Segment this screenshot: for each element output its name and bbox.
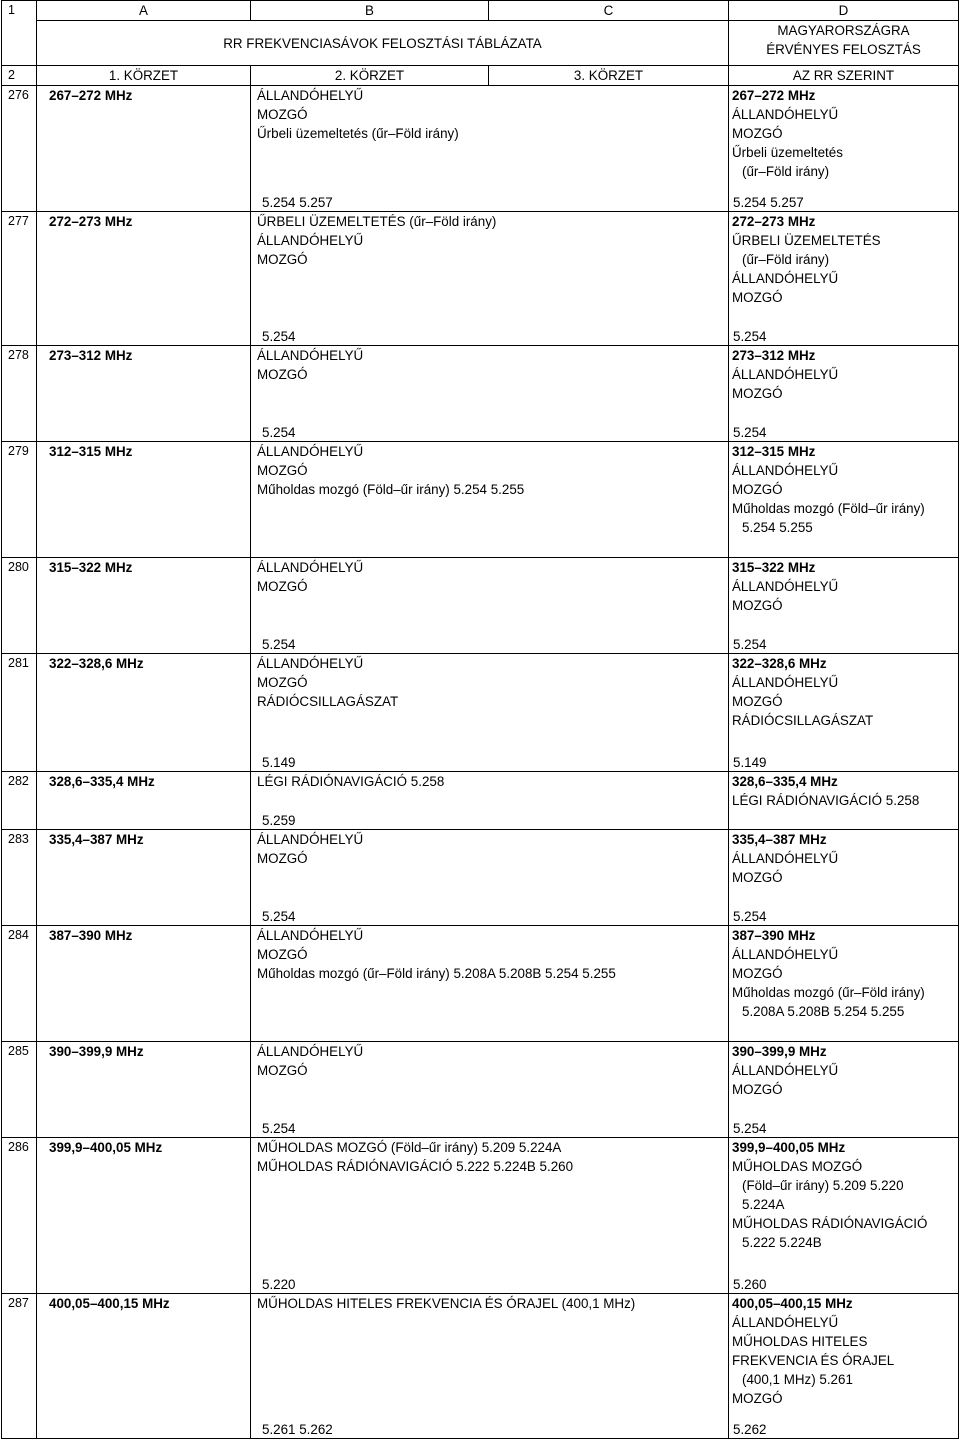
national-line: ÁLLANDÓHELYŰ: [732, 107, 839, 122]
region-services: [251, 442, 729, 558]
national-services: [729, 926, 959, 1042]
col-letter-b: B: [251, 1, 489, 21]
footnote-b: 5.220: [262, 1276, 296, 1292]
service-line: MŰHOLDAS RÁDIÓNAVIGÁCIÓ 5.222 5.224B 5.260: [257, 1159, 574, 1174]
service-line: RÁDIÓCSILLAGÁSZAT: [257, 694, 399, 709]
national-services: [729, 212, 959, 346]
national-band: 335,4–387 MHz: [732, 832, 827, 847]
col-letter-c: C: [489, 1, 729, 21]
service-line: LÉGI RÁDIÓNAVIGÁCIÓ 5.258: [257, 774, 445, 789]
national-line: ÁLLANDÓHELYŰ: [732, 1063, 839, 1078]
region-services: [251, 654, 729, 772]
footnote-d: 5.254: [733, 636, 767, 652]
service-line: MOZGÓ: [257, 675, 308, 690]
service-line: MOZGÓ: [257, 252, 308, 267]
allocation-row: [2, 558, 959, 654]
allocation-row: [2, 346, 959, 442]
row-number: 280: [2, 558, 37, 654]
service-line: ÁLLANDÓHELYŰ: [257, 444, 364, 459]
national-line: MOZGÓ: [732, 694, 783, 709]
footnote-b: 5.254 5.257: [262, 194, 333, 210]
national-band: 400,05–400,15 MHz: [732, 1296, 853, 1311]
row-number: 285: [2, 1042, 37, 1138]
service-line: MOZGÓ: [257, 579, 308, 594]
national-band: 267–272 MHz: [732, 88, 816, 103]
zone-header-row: [2, 66, 959, 86]
allocation-row: [2, 1138, 959, 1294]
column-letter-row: [2, 1, 959, 21]
national-services: [729, 86, 959, 212]
national-line: MOZGÓ: [732, 290, 783, 305]
national-line: ÁLLANDÓHELYŰ: [732, 851, 839, 866]
national-band: 322–328,6 MHz: [732, 656, 827, 671]
zone-1-header: 1. KÖRZET: [37, 66, 251, 86]
service-line: MŰHOLDAS HITELES FREKVENCIA ÉS ÓRAJEL (400,1 MHz): [257, 1296, 636, 1311]
service-line: ÁLLANDÓHELYŰ: [257, 832, 364, 847]
region-services: [251, 926, 729, 1042]
allocation-row: [2, 830, 959, 926]
national-services: [729, 442, 959, 558]
national-line: Űrbeli üzemeltetés: [732, 145, 843, 160]
national-line: MŰHOLDAS MOZGÓ: [732, 1159, 863, 1174]
national-line: ÁLLANDÓHELYŰ: [732, 1315, 839, 1330]
row-number: 287: [2, 1294, 37, 1439]
row-number: 279: [2, 442, 37, 558]
frequency-band: 267–272 MHz: [37, 86, 251, 212]
frequency-band: 399,9–400,05 MHz: [37, 1138, 251, 1294]
service-line: MŰHOLDAS MOZGÓ (Föld–űr irány) 5.209 5.224A: [257, 1140, 562, 1155]
national-band: 273–312 MHz: [732, 348, 816, 363]
col-letter-d: D: [729, 1, 959, 21]
service-line: MOZGÓ: [257, 463, 308, 478]
service-line: MOZGÓ: [257, 107, 308, 122]
row-number: 277: [2, 212, 37, 346]
frequency-band: 328,6–335,4 MHz: [37, 772, 251, 830]
frequency-band: 400,05–400,15 MHz: [37, 1294, 251, 1439]
row-number: 278: [2, 346, 37, 442]
national-line: MOZGÓ: [732, 386, 783, 401]
national-line: ÁLLANDÓHELYŰ: [732, 367, 839, 382]
national-line: MOZGÓ: [732, 966, 783, 981]
row-number-2: 2: [2, 66, 37, 86]
footnote-d: 5.260: [733, 1276, 767, 1292]
national-band: 390–399,9 MHz: [732, 1044, 827, 1059]
frequency-allocation-table: [1, 0, 959, 1439]
footnote-b: 5.149: [262, 754, 296, 770]
national-line: ÁLLANDÓHELYŰ: [732, 579, 839, 594]
footnote-d: 5.149: [733, 754, 767, 770]
national-line: 5.224A: [742, 1197, 785, 1212]
service-line: ÁLLANDÓHELYŰ: [257, 928, 364, 943]
region-services: [251, 772, 729, 830]
service-line: MOZGÓ: [257, 851, 308, 866]
national-line: Műholdas mozgó (Föld–űr irány): [732, 501, 925, 516]
service-line: ÁLLANDÓHELYŰ: [257, 1044, 364, 1059]
national-band: 399,9–400,05 MHz: [732, 1140, 846, 1155]
footnote-d: 5.254: [733, 424, 767, 440]
national-line: ŰRBELI ÜZEMELTETÉS: [732, 233, 881, 248]
footnote-d: 5.254: [733, 1120, 767, 1136]
frequency-band: 312–315 MHz: [37, 442, 251, 558]
allocation-row: [2, 86, 959, 212]
national-line: MOZGÓ: [732, 1391, 783, 1406]
frequency-band: 335,4–387 MHz: [37, 830, 251, 926]
national-line: (űr–Föld irány): [742, 164, 830, 179]
national-line: FREKVENCIA ÉS ÓRAJEL: [732, 1353, 895, 1368]
col-letter-a: A: [37, 1, 251, 21]
national-band: 387–390 MHz: [732, 928, 816, 943]
service-line: ÁLLANDÓHELYŰ: [257, 656, 364, 671]
frequency-band: 390–399,9 MHz: [37, 1042, 251, 1138]
service-line: ÁLLANDÓHELYŰ: [257, 88, 364, 103]
row-number: 281: [2, 654, 37, 772]
service-line: ÁLLANDÓHELYŰ: [257, 233, 364, 248]
allocation-row: [2, 772, 959, 830]
row-number: 286: [2, 1138, 37, 1294]
allocation-row: [2, 1294, 959, 1439]
frequency-band: 315–322 MHz: [37, 558, 251, 654]
national-line: MOZGÓ: [732, 126, 783, 141]
service-line: MOZGÓ: [257, 947, 308, 962]
row-number: 282: [2, 772, 37, 830]
national-line: 5.254 5.255: [742, 520, 813, 535]
national-title-line1: MAGYARORSZÁGRA: [777, 23, 910, 38]
zone-d-header: AZ RR SZERINT: [729, 66, 959, 86]
frequency-band: 387–390 MHz: [37, 926, 251, 1042]
footnote-b: 5.254: [262, 1120, 296, 1136]
footnote-d: 5.262: [733, 1421, 767, 1437]
national-services: [729, 1042, 959, 1138]
national-services: [729, 830, 959, 926]
frequency-band: 272–273 MHz: [37, 212, 251, 346]
footnote-b: 5.254: [262, 636, 296, 652]
service-line: ŰRBELI ÜZEMELTETÉS (űr–Föld irány): [257, 214, 497, 229]
national-line: (űr–Föld irány): [742, 252, 830, 267]
allocation-row: [2, 1042, 959, 1138]
region-services: [251, 1138, 729, 1294]
title-row: [2, 21, 959, 66]
national-services: [729, 1294, 959, 1439]
service-line: MOZGÓ: [257, 367, 308, 382]
frequency-band: 322–328,6 MHz: [37, 654, 251, 772]
national-band: 315–322 MHz: [732, 560, 816, 575]
row-number-1: 1: [2, 1, 37, 66]
region-services: [251, 346, 729, 442]
region-services: [251, 1042, 729, 1138]
service-line: ÁLLANDÓHELYŰ: [257, 560, 364, 575]
national-line: ÁLLANDÓHELYŰ: [732, 271, 839, 286]
allocation-row: [2, 926, 959, 1042]
table-title: RR FREKVENCIASÁVOK FELOSZTÁSI TÁBLÁZATA: [37, 21, 729, 66]
national-services: [729, 772, 959, 830]
national-line: RÁDIÓCSILLAGÁSZAT: [732, 713, 874, 728]
national-line: MOZGÓ: [732, 870, 783, 885]
national-line: ÁLLANDÓHELYŰ: [732, 675, 839, 690]
national-line: MŰHOLDAS HITELES: [732, 1334, 868, 1349]
national-line: 5.222 5.224B: [742, 1235, 822, 1250]
national-allocation-title: [729, 21, 959, 66]
national-line: LÉGI RÁDIÓNAVIGÁCIÓ 5.258: [732, 793, 920, 808]
row-number: 276: [2, 86, 37, 212]
national-band: 312–315 MHz: [732, 444, 816, 459]
allocation-row: [2, 442, 959, 558]
national-services: [729, 654, 959, 772]
footnote-b: 5.254: [262, 328, 296, 344]
service-line: MOZGÓ: [257, 1063, 308, 1078]
region-services: [251, 1294, 729, 1439]
footnote-b: 5.261 5.262: [262, 1421, 333, 1437]
frequency-band: 273–312 MHz: [37, 346, 251, 442]
footnote-b: 5.259: [262, 812, 296, 828]
footnote-d: 5.254: [733, 908, 767, 924]
service-line: Műholdas mozgó (Föld–űr irány) 5.254 5.255: [257, 482, 525, 497]
national-line: (Föld–űr irány) 5.209 5.220: [742, 1178, 904, 1193]
national-line: Műholdas mozgó (űr–Föld irány): [732, 985, 925, 1000]
zone-3-header: 3. KÖRZET: [489, 66, 729, 86]
national-line: MOZGÓ: [732, 1082, 783, 1097]
region-services: [251, 830, 729, 926]
national-line: MŰHOLDAS RÁDIÓNAVIGÁCIÓ: [732, 1216, 928, 1231]
national-line: MOZGÓ: [732, 598, 783, 613]
national-services: [729, 346, 959, 442]
national-services: [729, 1138, 959, 1294]
national-line: MOZGÓ: [732, 482, 783, 497]
row-number: 284: [2, 926, 37, 1042]
zone-2-header: 2. KÖRZET: [251, 66, 489, 86]
region-services: [251, 558, 729, 654]
allocation-row: [2, 212, 959, 346]
footnote-d: 5.254 5.257: [733, 194, 804, 210]
national-line: ÁLLANDÓHELYŰ: [732, 947, 839, 962]
region-services: [251, 86, 729, 212]
national-line: ÁLLANDÓHELYŰ: [732, 463, 839, 478]
footnote-b: 5.254: [262, 424, 296, 440]
row-number: 283: [2, 830, 37, 926]
national-services: [729, 558, 959, 654]
national-line: (400,1 MHz) 5.261: [742, 1372, 853, 1387]
service-line: Űrbeli üzemeltetés (űr–Föld irány): [257, 126, 459, 141]
national-line: 5.208A 5.208B 5.254 5.255: [742, 1004, 905, 1019]
service-line: ÁLLANDÓHELYŰ: [257, 348, 364, 363]
allocation-row: [2, 654, 959, 772]
footnote-d: 5.254: [733, 328, 767, 344]
service-line: Műholdas mozgó (űr–Föld irány) 5.208A 5.208B 5.254 5.255: [257, 966, 616, 981]
national-band: 272–273 MHz: [732, 214, 816, 229]
national-title-line2: ÉRVÉNYES FELOSZTÁS: [766, 42, 921, 57]
national-band: 328,6–335,4 MHz: [732, 774, 838, 789]
region-services: [251, 212, 729, 346]
footnote-b: 5.254: [262, 908, 296, 924]
